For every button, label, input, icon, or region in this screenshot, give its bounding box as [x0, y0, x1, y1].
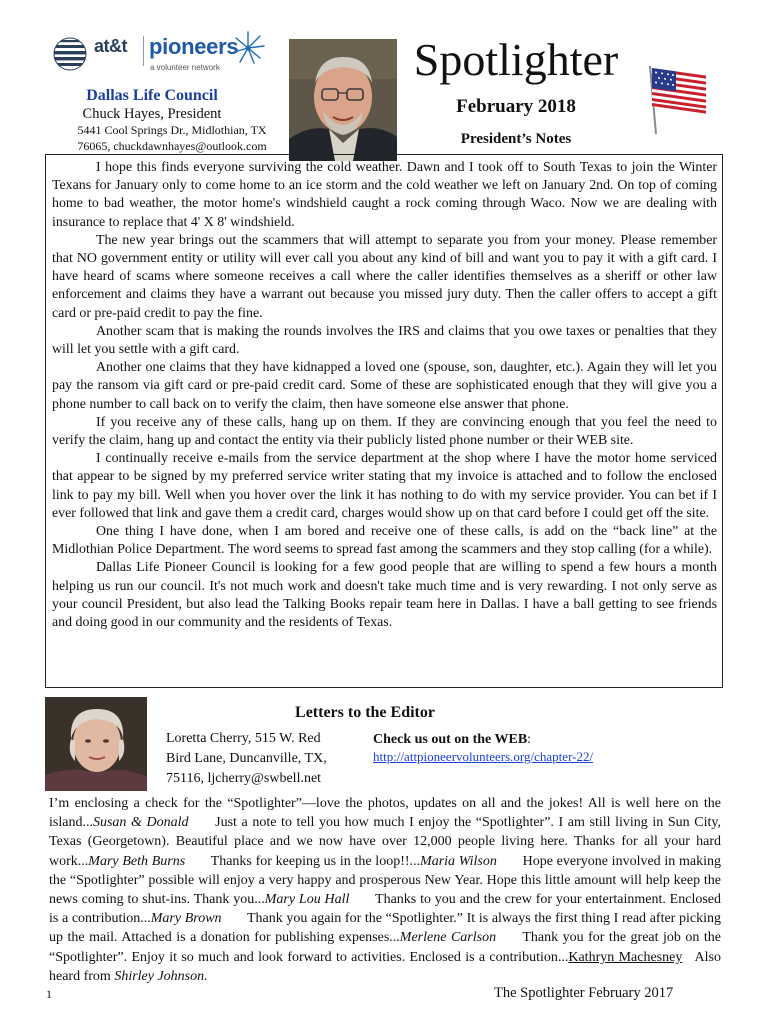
web-callout-colon: :	[527, 732, 532, 747]
notes-paragraph: One thing I have done, when I am bored and receive one of these calls, is add on the “back line” at the Midlothian Police Department. The word seems to spread fast among the scammers and they stop calling (for a while).	[52, 524, 717, 558]
newsletter-title: Spotlighter	[413, 34, 619, 85]
letter-author: Shirley Johnson.	[114, 968, 208, 984]
notes-paragraph: I continually receive e-mails from the service department at the shop where I have the motor home serviced that appear to be signed by my preferred service writer stating that my invoice is attached and to follow the enclosed link to pay my bill. Well when you hover over the link it has nothing to do with my service provider. You can bet if I ever followed that link and gave them a credit card, charges would show up on that card before I could get off the site.	[52, 451, 717, 521]
notes-paragraph: I hope this finds everyone surviving the cold weather. Dawn and I took off to South Texas to join the Winter Texans for January only to come home to an ice storm and the cold weather we left on January 2nd. On top of coming home to bad weather, the motor home's windshield caught a rock coming through Waco. Now we are dealing with insurance to replace that 4' X 8' windshield.	[52, 160, 717, 230]
notes-paragraph: Dallas Life Pioneer Council is looking for a few good people that are willing to spend a few hours a month helping us run our council. It's not much work and doesn't take much time and is very rewarding. I not only serve as your council President, but also lead the Talking Books repair team here in Dallas. I have a ball getting to see friends and doing good in our community and the residents of Texas.	[52, 560, 717, 631]
starburst-icon	[230, 30, 266, 66]
letter-text: Thank you again for the “Spotlighter.” It is always the first thing I read after picking up the mail. Attached is a donation for publishing expenses...	[49, 911, 721, 946]
logo-tagline: a volunteer network	[150, 63, 220, 72]
logo-divider	[143, 36, 144, 66]
loretta-cherry-portrait	[45, 697, 147, 791]
address-line-2: 76065, chuckdawnhayes@outlook.com	[77, 139, 267, 153]
letter-author: Kathryn Machesney	[568, 949, 683, 965]
notes-paragraph: If you receive any of these calls, hang up on them. If they are convincing enough that you feel the need to verify the claim, hang up and contact the entity via their publicly listed phone number or their WEB site.	[52, 414, 717, 449]
letter-text: Thanks to you and the crew for your entertainment. Enclosed is a contribution...	[49, 892, 721, 927]
presidents-notes-box	[45, 154, 723, 688]
president-portrait	[289, 39, 397, 161]
letter-text: Thank you for the great job on the “Spotlighter”. Enjoy it so much and look forward to activities. Enclosed is a contribution...	[49, 930, 722, 965]
letter-author: Mary Brown	[150, 911, 222, 927]
letter-text: Hope everyone involved in making the “Spotlighter” possible will enjoy a very happy and prosperous New Year. Hope this little amount will help keep the news coming to shut-ins. Thank you...	[49, 853, 722, 908]
loretta-cherry-address	[166, 729, 346, 789]
address-line-1: 5441 Cool Springs Dr., Midlothian, TX	[77, 123, 267, 137]
att-wordmark: at&t	[94, 36, 127, 56]
page-number: 1	[46, 987, 52, 1001]
letter-author: Merlene Carlson	[399, 930, 497, 946]
letter-author: Susan & Donald	[92, 815, 189, 831]
president-line: Chuck Hayes, President	[82, 106, 222, 122]
section-heading-presidents-notes: President’s Notes	[460, 131, 572, 147]
letter-text: Also heard from	[49, 949, 721, 984]
letter-text: Just a note to tell you how much I enjoy the “Spotlighter”. I am still living in Sun City, Texas (Georgetown). Beautiful place and we now have over 12,000 people living here. Thanks for all your hard work...	[49, 815, 721, 869]
chapter-website-link[interactable]: http://attpioneervolunteers.org/chapter-22/	[373, 749, 594, 764]
letter-author: Maria Wilson	[420, 853, 497, 869]
notes-paragraph: Another scam that is making the rounds involves the IRS and claims that you owe taxes or penalties that they will let you settle with a gift card.	[52, 323, 717, 358]
section-heading-letters: Letters to the Editor	[295, 704, 435, 721]
letters-body	[49, 794, 721, 986]
web-callout-label: Check us out on the WEB	[373, 732, 528, 747]
att-globe-icon	[52, 36, 88, 72]
council-name: Dallas Life Council	[86, 87, 218, 104]
issue-date: February 2018	[456, 96, 576, 117]
letter-text: I’m enclosing a check for the “Spotlighter”—love the photos, updates on all and the jokes! All is well here on the island...	[49, 796, 721, 831]
letter-author: Mary Beth Burns	[88, 853, 186, 869]
footer-text: The Spotlighter February 2017	[494, 985, 674, 1001]
web-callout	[373, 732, 531, 748]
notes-paragraph: Another one claims that they have kidnapped a loved one (spouse, son, daughter, etc.). Again they will let you pay the ransom via gift card or pre-paid credit card. Some of these are sophisticated enough that they will give you a phone number to call back on to verify the claim, then have someone else answer that phone.	[52, 360, 717, 412]
letter-author: Mary Lou Hall	[264, 892, 350, 908]
cherry-line: Bird Lane, Duncanville, TX,	[166, 751, 327, 766]
cherry-line: 75116, ljcherry@swbell.net	[166, 771, 322, 786]
att-pioneers-logo	[52, 30, 262, 82]
notes-paragraph: The new year brings out the scammers that will attempt to separate you from your money. Please remember that NO government entity or utility will ever call you about any kind of bill and want you to pay it with a gift card. I have heard of scams where someone receives a call where the caller identifies themselves as a sheriff or other law enforcement and claims they have a warrant out because you missed jury duty. Then the caller offers to accept a gift card or pre-paid credit to pay the fine.	[52, 232, 717, 321]
cherry-line: Loretta Cherry, 515 W. Red	[166, 731, 321, 746]
letter-text: Thanks for keeping us in the loop!!...	[210, 853, 421, 869]
american-flag-icon	[644, 62, 710, 134]
pioneers-wordmark: pioneers	[149, 34, 239, 59]
